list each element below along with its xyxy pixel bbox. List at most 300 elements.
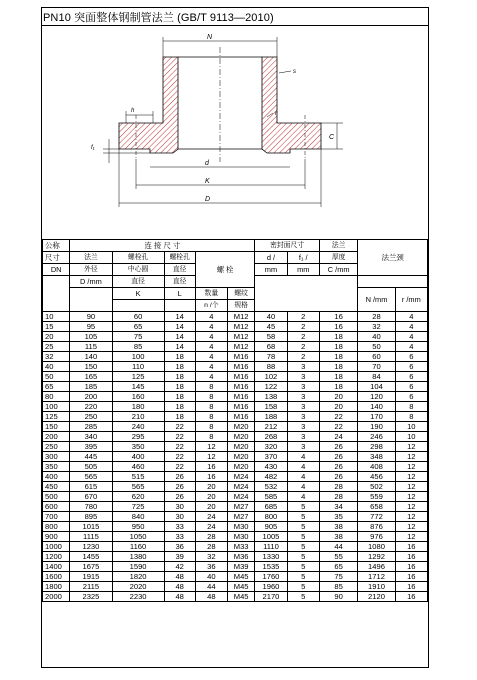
table-cell: 10	[395, 432, 427, 442]
table-cell: 30	[164, 502, 195, 512]
table-row	[43, 572, 428, 582]
table-cell: 22	[164, 452, 195, 462]
table-cell: 482	[255, 472, 287, 482]
table-cell: 8	[395, 402, 427, 412]
table-cell: M36	[227, 552, 254, 562]
table-cell: 5	[287, 572, 319, 582]
table-cell: 32	[195, 552, 227, 562]
table-cell: 2000	[43, 592, 70, 602]
hdr-seal-d: d /	[255, 252, 287, 264]
table-row	[43, 312, 428, 322]
dim-C-label: C	[329, 134, 335, 141]
table-cell: M20	[227, 462, 254, 472]
table-cell: 14	[164, 332, 195, 342]
table-cell: 600	[43, 502, 70, 512]
table-cell: M30	[227, 532, 254, 542]
table-cell: 185	[70, 382, 112, 392]
table-cell: 5	[287, 532, 319, 542]
table-cell: 1000	[43, 542, 70, 552]
table-cell: 18	[164, 402, 195, 412]
table-cell: 18	[319, 342, 357, 352]
table-cell: 40	[255, 312, 287, 322]
table-cell: 145	[112, 382, 164, 392]
table-cell: 50	[358, 342, 395, 352]
table-cell: 22	[164, 442, 195, 452]
table-cell: 1110	[255, 542, 287, 552]
table-cell: 200	[70, 392, 112, 402]
table-cell: 24	[195, 512, 227, 522]
table-cell: 14	[164, 322, 195, 332]
hdr-outer2: 外径	[70, 264, 112, 276]
table-cell: 395	[70, 442, 112, 452]
table-cell: 285	[70, 422, 112, 432]
table-cell: 18	[319, 362, 357, 372]
table-cell: 12	[395, 532, 427, 542]
table-cell: 75	[319, 572, 357, 582]
table-cell: 30	[164, 512, 195, 522]
hdr-bc1: 螺栓孔	[112, 252, 164, 264]
table-cell: 20	[319, 402, 357, 412]
table-row	[43, 452, 428, 462]
hdr-neck: 法兰颈	[358, 240, 428, 276]
table-cell: 1910	[358, 582, 395, 592]
table-cell: 772	[358, 512, 395, 522]
table-cell: 20	[195, 502, 227, 512]
table-cell: 840	[112, 512, 164, 522]
table-cell: 12	[395, 492, 427, 502]
table-cell: M12	[227, 342, 254, 352]
table-cell: M16	[227, 402, 254, 412]
table-cell: 6	[395, 372, 427, 382]
table-cell: 14	[164, 312, 195, 322]
table-cell: M20	[227, 432, 254, 442]
table-row	[43, 532, 428, 542]
table-cell: 4	[395, 332, 427, 342]
table-cell: M12	[227, 312, 254, 322]
table-cell: 88	[255, 362, 287, 372]
table-row	[43, 552, 428, 562]
table-row	[43, 582, 428, 592]
table-cell: 4	[195, 322, 227, 332]
flange-section-left	[119, 57, 178, 153]
table-cell: 12	[195, 452, 227, 462]
hdr-neck-r: r /mm	[395, 288, 427, 312]
table-cell: 565	[112, 482, 164, 492]
table-cell: 12	[395, 442, 427, 452]
table-cell: 670	[70, 492, 112, 502]
table-row	[43, 342, 428, 352]
table-cell: 6	[395, 392, 427, 402]
table-cell: 188	[255, 412, 287, 422]
table-cell: 50	[43, 372, 70, 382]
table-cell: 16	[195, 462, 227, 472]
table-cell: 44	[319, 542, 357, 552]
table-row	[43, 592, 428, 602]
table-cell: M16	[227, 362, 254, 372]
table-cell: 505	[70, 462, 112, 472]
table-cell: 26	[164, 482, 195, 492]
table-cell: 4	[287, 472, 319, 482]
table-cell: 28	[195, 542, 227, 552]
table-cell: 15	[43, 322, 70, 332]
title-divider	[41, 25, 429, 26]
hdr-blank-h	[164, 300, 195, 312]
table-cell: 4	[195, 332, 227, 342]
table-cell: 4	[287, 452, 319, 462]
table-cell: 1015	[70, 522, 112, 532]
page-title: PN10 突面整体钢制管法兰 (GB/T 9113—2010)	[43, 12, 274, 24]
table-cell: 12	[195, 442, 227, 452]
table-cell: 100	[43, 402, 70, 412]
table-cell: 450	[43, 482, 70, 492]
hdr-neck-blank	[358, 276, 428, 288]
table-cell: 160	[112, 392, 164, 402]
table-cell: 18	[319, 372, 357, 382]
table-cell: 12	[395, 512, 427, 522]
table-cell: 1230	[70, 542, 112, 552]
table-cell: M45	[227, 572, 254, 582]
table-cell: 28	[358, 312, 395, 322]
table-cell: 5	[287, 502, 319, 512]
table-row	[43, 382, 428, 392]
table-cell: 44	[195, 582, 227, 592]
table-cell: 85	[319, 582, 357, 592]
table-cell: 515	[112, 472, 164, 482]
table-cell: 800	[255, 512, 287, 522]
table-cell: 16	[319, 312, 357, 322]
table-cell: 16	[395, 582, 427, 592]
table-cell: 12	[395, 522, 427, 532]
table-cell: 620	[112, 492, 164, 502]
table-cell: 125	[112, 372, 164, 382]
table-cell: 32	[358, 322, 395, 332]
table-cell: 4	[195, 352, 227, 362]
table-cell: 430	[255, 462, 287, 472]
table-cell: 1675	[70, 562, 112, 572]
table-cell: 68	[255, 342, 287, 352]
table-row	[43, 502, 428, 512]
table-cell: 4	[395, 312, 427, 322]
table-row	[43, 492, 428, 502]
table-cell: 26	[319, 472, 357, 482]
table-cell: 26	[319, 442, 357, 452]
table-cell: 400	[43, 472, 70, 482]
table-cell: 1330	[255, 552, 287, 562]
hdr-bolt-qty: 数量	[195, 288, 227, 300]
table-cell: 250	[43, 442, 70, 452]
table-cell: 22	[319, 422, 357, 432]
hdr-bc3: 直径	[112, 276, 164, 288]
table-cell: 10	[43, 312, 70, 322]
table-cell: 4	[287, 462, 319, 472]
table-cell: 18	[319, 352, 357, 362]
table-cell: 4	[287, 492, 319, 502]
table-cell: 8	[195, 412, 227, 422]
table-cell: 1080	[358, 542, 395, 552]
table-cell: 3	[287, 412, 319, 422]
table-cell: 18	[319, 332, 357, 342]
table-cell: 1712	[358, 572, 395, 582]
table-cell: 140	[70, 352, 112, 362]
table-cell: 22	[164, 422, 195, 432]
table-cell: 1400	[43, 562, 70, 572]
table-cell: 246	[358, 432, 395, 442]
table-cell: 3	[287, 432, 319, 442]
table-row	[43, 372, 428, 382]
table-cell: 24	[319, 432, 357, 442]
table-cell: 5	[287, 592, 319, 602]
table-cell: 1960	[255, 582, 287, 592]
table-cell: 350	[43, 462, 70, 472]
table-cell: 725	[112, 502, 164, 512]
table-row	[43, 512, 428, 522]
table-cell: M16	[227, 392, 254, 402]
table-cell: 2	[287, 312, 319, 322]
table-cell: 340	[70, 432, 112, 442]
table-cell: 90	[319, 592, 357, 602]
table-cell: 895	[70, 512, 112, 522]
table-row	[43, 542, 428, 552]
table-cell: 200	[43, 432, 70, 442]
table-row	[43, 322, 428, 332]
table-cell: M24	[227, 492, 254, 502]
table-row	[43, 362, 428, 372]
table-cell: 45	[255, 322, 287, 332]
table-cell: 240	[112, 422, 164, 432]
table-cell: 10	[395, 422, 427, 432]
table-cell: 104	[358, 382, 395, 392]
table-cell: 60	[112, 312, 164, 322]
table-cell: 2325	[70, 592, 112, 602]
table-cell: 16	[395, 552, 427, 562]
table-cell: 65	[319, 562, 357, 572]
table-cell: 456	[358, 472, 395, 482]
table-cell: 1160	[112, 542, 164, 552]
table-cell: 33	[164, 522, 195, 532]
table-cell: 18	[319, 382, 357, 392]
table-cell: 105	[70, 332, 112, 342]
table-cell: M16	[227, 372, 254, 382]
table-cell: 220	[70, 402, 112, 412]
table-cell: 16	[395, 572, 427, 582]
table-cell: 8	[195, 382, 227, 392]
hdr-bolts: 螺 栓	[195, 252, 255, 288]
table-cell: 268	[255, 432, 287, 442]
table-cell: 20	[195, 482, 227, 492]
table-cell: 5	[287, 522, 319, 532]
table-cell: 3	[287, 402, 319, 412]
table-cell: 685	[255, 502, 287, 512]
table-cell: M39	[227, 562, 254, 572]
hdr-bolt-qty-unit: n /个	[195, 300, 227, 312]
hdr-hole-unit: L	[164, 288, 195, 300]
table-cell: 14	[164, 342, 195, 352]
table-row	[43, 332, 428, 342]
hdr-blank-c	[255, 276, 358, 312]
table-cell: 300	[43, 452, 70, 462]
table-cell: 1760	[255, 572, 287, 582]
table-row	[43, 402, 428, 412]
table-cell: 250	[70, 412, 112, 422]
hdr-blank-g	[112, 300, 164, 312]
table-cell: 350	[112, 442, 164, 452]
table-cell: 102	[255, 372, 287, 382]
hdr-hole-3: 直径	[164, 276, 195, 288]
table-cell: 1600	[43, 572, 70, 582]
table-cell: 48	[164, 582, 195, 592]
hdr-connection: 连 接 尺 寸	[70, 240, 255, 252]
hdr-bc2: 中心圆	[112, 264, 164, 276]
table-cell: 48	[164, 592, 195, 602]
table-cell: 165	[70, 372, 112, 382]
table-cell: 55	[319, 552, 357, 562]
table-cell: 876	[358, 522, 395, 532]
table-row	[43, 562, 428, 572]
table-cell: 210	[112, 412, 164, 422]
table-cell: M24	[227, 472, 254, 482]
table-cell: 800	[43, 522, 70, 532]
table-cell: 1455	[70, 552, 112, 562]
table-cell: 28	[195, 532, 227, 542]
table-cell: 565	[70, 472, 112, 482]
table-cell: 20	[195, 492, 227, 502]
table-cell: 8	[195, 402, 227, 412]
table-cell: M16	[227, 382, 254, 392]
table-cell: M27	[227, 502, 254, 512]
table-cell: 48	[164, 572, 195, 582]
table-cell: 1535	[255, 562, 287, 572]
table-body	[43, 312, 428, 602]
table-cell: 38	[319, 532, 357, 542]
table-cell: 58	[255, 332, 287, 342]
table-cell: M20	[227, 442, 254, 452]
table-cell: 2	[287, 352, 319, 362]
table-cell: 295	[112, 432, 164, 442]
table-cell: 140	[358, 402, 395, 412]
hdr-blank-a	[43, 276, 70, 312]
table-cell: 90	[70, 312, 112, 322]
hdr-hole2: 直径	[164, 264, 195, 276]
table-cell: M45	[227, 592, 254, 602]
table-cell: 212	[255, 422, 287, 432]
table-cell: 780	[70, 502, 112, 512]
table-cell: 4	[195, 362, 227, 372]
table-cell: 2	[287, 342, 319, 352]
table-cell: 28	[319, 492, 357, 502]
table-cell: 65	[112, 322, 164, 332]
table-cell: 4	[195, 312, 227, 322]
table-cell: 950	[112, 522, 164, 532]
hdr-hole1: 螺栓孔	[164, 252, 195, 264]
table-cell: 348	[358, 452, 395, 462]
table-cell: 2020	[112, 582, 164, 592]
table-cell: 20	[319, 392, 357, 402]
table-cell: 6	[395, 382, 427, 392]
dim-N-label: N	[207, 34, 213, 41]
dim-h-label: h	[131, 108, 135, 114]
table-cell: 1496	[358, 562, 395, 572]
dimension-table	[42, 239, 428, 602]
hdr-seal-f-unit: mm	[287, 264, 319, 276]
hdr-neck-n: N /mm	[358, 288, 395, 312]
table-row	[43, 442, 428, 452]
table-cell: 532	[255, 482, 287, 492]
table-cell: 500	[43, 492, 70, 502]
table-cell: 700	[43, 512, 70, 522]
table-cell: 4	[395, 342, 427, 352]
hdr-flange-thk2: 厚度	[319, 252, 357, 264]
table-cell: 6	[395, 362, 427, 372]
table-cell: 12	[395, 462, 427, 472]
table-cell: 158	[255, 402, 287, 412]
table-cell: 26	[164, 472, 195, 482]
table-cell: 8	[395, 412, 427, 422]
table-cell: 3	[287, 362, 319, 372]
table-cell: 12	[395, 482, 427, 492]
hdr-blank-e	[70, 288, 112, 312]
hdr-seal-d-unit: mm	[255, 264, 287, 276]
table-row	[43, 522, 428, 532]
table-row	[43, 352, 428, 362]
table-cell: M30	[227, 522, 254, 532]
table-row	[43, 472, 428, 482]
table-cell: 100	[112, 352, 164, 362]
table-cell: 18	[164, 382, 195, 392]
table-cell: M27	[227, 512, 254, 522]
table-cell: 18	[164, 352, 195, 362]
hdr-outer-unit: D /mm	[70, 276, 112, 288]
table-cell: 120	[358, 392, 395, 402]
table-cell: 615	[70, 482, 112, 492]
dim-d-label: d	[205, 160, 209, 167]
table-cell: M33	[227, 542, 254, 552]
table-cell: 976	[358, 532, 395, 542]
table-cell: 5	[287, 562, 319, 572]
table-cell: 28	[319, 482, 357, 492]
table-cell: 16	[195, 472, 227, 482]
table-cell: 3	[287, 382, 319, 392]
table-row	[43, 412, 428, 422]
table-cell: 24	[195, 522, 227, 532]
table-cell: 40	[43, 362, 70, 372]
flange-drawing	[43, 27, 427, 237]
table-cell: 16	[319, 322, 357, 332]
table-cell: 65	[43, 382, 70, 392]
dim-f1-label: f₁	[91, 145, 95, 151]
table-cell: 2115	[70, 582, 112, 592]
table-cell: M24	[227, 482, 254, 492]
table-cell: 16	[395, 542, 427, 552]
table-cell: 4	[195, 342, 227, 352]
dim-K-label: K	[205, 178, 210, 185]
table-cell: 5	[287, 512, 319, 522]
hdr-bolt-spec2: 规格	[227, 300, 254, 312]
table-cell: 1800	[43, 582, 70, 592]
table-cell: 3	[287, 422, 319, 432]
hdr-size: 尺寸	[43, 252, 70, 264]
table-cell: 502	[358, 482, 395, 492]
table-cell: 36	[195, 562, 227, 572]
hdr-flange-thk: 法兰	[319, 240, 357, 252]
hdr-dn: DN	[43, 264, 70, 276]
table-cell: 34	[319, 502, 357, 512]
table-cell: 110	[112, 362, 164, 372]
table-cell: 26	[319, 462, 357, 472]
table-row	[43, 482, 428, 492]
table-cell: 1820	[112, 572, 164, 582]
table-cell: 22	[164, 462, 195, 472]
table-cell: 2120	[358, 592, 395, 602]
